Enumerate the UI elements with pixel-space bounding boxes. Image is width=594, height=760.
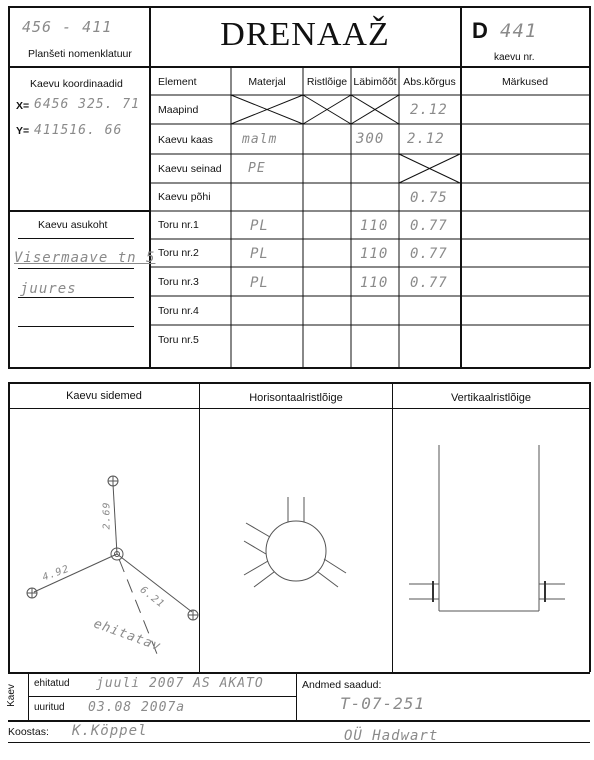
built-label: ehitatud xyxy=(34,678,70,689)
cell-material: PL xyxy=(250,246,269,262)
company-value: OÜ Hadwart xyxy=(344,728,439,744)
cell-material: PL xyxy=(250,218,269,234)
cell-diameter: 110 xyxy=(360,218,389,234)
vertical-section-sketch xyxy=(393,409,589,671)
row-label: Kaevu seinad xyxy=(158,163,222,175)
cell-height: 0.77 xyxy=(410,246,448,262)
horizontal-section-label: Horisontaalristlõige xyxy=(249,392,343,404)
well-links-label: Kaevu sidemed xyxy=(66,390,142,402)
cell-height: 0.77 xyxy=(410,275,448,291)
x-label: X= xyxy=(16,100,30,112)
cell-material: PE xyxy=(248,161,266,176)
header-diameter: Läbimõõt xyxy=(353,76,397,88)
row-label: Kaevu kaas xyxy=(158,134,213,146)
surveyed-value: 03.08 2007a xyxy=(88,700,186,715)
cell-material: malm xyxy=(242,132,278,147)
header-cross-section: Ristlõige xyxy=(306,76,348,88)
sheet-nomenclature-label: Planšeti nomenklatuur xyxy=(28,48,132,60)
data-source-label: Andmed saadud: xyxy=(302,679,382,691)
row-label: Toru nr.5 xyxy=(158,334,199,346)
element-table-grid xyxy=(0,0,594,370)
link-distance-2: 4.92 xyxy=(40,563,72,584)
surveyed-label: uuritud xyxy=(34,702,65,713)
row-label: Maapind xyxy=(158,104,199,116)
row-label: Toru nr.4 xyxy=(158,305,199,317)
data-source-value: T-07-251 xyxy=(340,694,426,713)
header-element: Element xyxy=(158,76,197,88)
link-distance-1: 2.69 xyxy=(101,501,113,530)
planned-note: ehitatav xyxy=(91,616,164,655)
header-material: Materjal xyxy=(248,76,286,88)
vertical-section-label: Vertikaalristlõige xyxy=(450,392,532,404)
header-abs-height: Abs.kõrgus xyxy=(403,76,456,88)
location-line-1: Visermaave tn 5 xyxy=(14,250,156,266)
cell-height: 0.75 xyxy=(410,190,448,206)
row-label: Toru nr.2 xyxy=(158,247,199,259)
cell-material: PL xyxy=(250,275,269,291)
built-value: juuli 2007 AS AKATO xyxy=(96,676,264,691)
cell-height: 0.77 xyxy=(410,218,448,234)
cell-height: 2.12 xyxy=(410,102,448,118)
location-label: Kaevu asukoht xyxy=(38,219,108,231)
row-label: Toru nr.3 xyxy=(158,276,199,288)
cell-diameter: 110 xyxy=(360,275,389,291)
row-label: Toru nr.1 xyxy=(158,219,199,231)
well-number-label: kaevu nr. xyxy=(494,52,535,63)
header-notes: Märkused xyxy=(501,76,549,88)
y-value: 411516. 66 xyxy=(34,123,123,138)
horizontal-section-sketch xyxy=(200,409,392,671)
coordinates-label: Kaevu koordinaadid xyxy=(30,78,123,90)
y-label: Y= xyxy=(16,125,30,137)
well-number-value: 441 xyxy=(500,20,538,42)
location-line-2: juures xyxy=(20,281,77,297)
compiled-value: K.Köppel xyxy=(72,723,148,739)
well-side-label: Kaev xyxy=(5,684,17,707)
cell-height: 2.12 xyxy=(407,131,445,147)
link-distance-3: 6.21 xyxy=(137,584,167,611)
compiled-label: Koostas: xyxy=(8,726,49,738)
row-label: Kaevu põhi xyxy=(158,191,211,203)
cell-diameter: 300 xyxy=(356,131,385,147)
well-prefix: D xyxy=(472,18,488,43)
page-title: DRENAAŽ xyxy=(220,16,390,53)
x-value: 6456 325. 71 xyxy=(34,97,140,112)
cell-diameter: 110 xyxy=(360,246,389,262)
sheet-number-value: 456 - 411 xyxy=(22,18,113,36)
